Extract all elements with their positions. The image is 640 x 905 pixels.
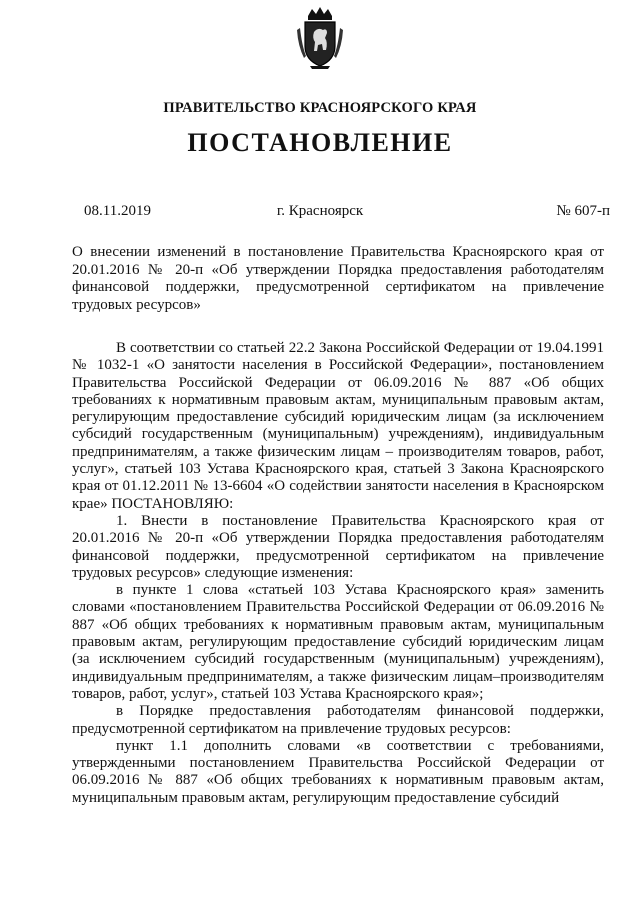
document-subject: О внесении изменений в постановление Правительства Красноярского края от 20.01.2016 № 20-п «Об утверждении Порядка предоставления работодателям финансовой поддержки, предусмотренной сертификатом на привлечение трудовых ресурсов» <box>72 244 604 313</box>
paragraph-preamble: В соответствии со статьей 22.2 Закона Российской Федерации от 19.04.1991 № 1032-1 «О занятости населения в Российской Федерации», постановлением Правительства Российской Федерации от 06.09.2016 № 887 «Об общих требованиях к нормативным правовым актам, муниципальным правовым актам, регулирующим предоставление субсидий юридическим лицам (за исключением субсидий государственным (муниципальным) учреждениям), индивидуальным предпринимателям, а также физическим лицам – производителям товаров, работ, услуг», статьей 103 Устава Красноярского края, статьей 3 Закона Красноярского края от 01.12.2011 № 13-6604 «О содействии занятости населения в Красноярском крае» ПОСТАНОВЛЯЮ: <box>72 340 604 512</box>
paragraph-procedure-intro: в Порядке предоставления работодателям финансовой поддержки, предусмотренной сертификатом на привлечение трудовых ресурсов: <box>72 703 604 737</box>
document-number: № 607-п <box>556 203 610 219</box>
document-body <box>72 340 604 807</box>
coat-of-arms-icon <box>294 6 346 70</box>
organization-name: ПРАВИТЕЛЬСТВО КРАСНОЯРСКОГО КРАЯ <box>163 100 477 116</box>
paragraph-amendment-point-1: в пункте 1 слова «статьей 103 Устава Красноярского края» заменить словами «постановлением Правительства Российской Федерации от 06.09.2016 № 887 «Об общих требованиях к нормативным правовым актам, муниципальным правовым актам, регулирующим предоставление субсидий юридическим лицам (за исключением субсидий государственным (муниципальным) учреждениям), индивидуальным предпринимателям, а также физическим лицам–производителям товаров, работ, услуг», статьей 103 Устава Красноярского края»; <box>72 582 604 702</box>
paragraph-point-1-1: пункт 1.1 дополнить словами «в соответствии с требованиями, утвержденными постановлением Правительства Российской Федерации от 06.09.2016 № 887 «Об общих требованиях к нормативным правовым актам, муниципальным правовым актам, регулирующим предоставление субсидий <box>72 737 604 806</box>
document-date: 08.11.2019 <box>84 203 151 219</box>
document-type-title: ПОСТАНОВЛЕНИЕ <box>187 128 453 157</box>
paragraph-item-1: 1. Внести в постановление Правительства Красноярского края от 20.01.2016 № 20-п «Об утверждении Порядка предоставления работодателям финансовой поддержки, предусмотренной сертификатом на привлечение трудовых ресурсов» следующие изменения: <box>72 512 604 581</box>
document-city: г. Красноярск <box>276 203 364 219</box>
